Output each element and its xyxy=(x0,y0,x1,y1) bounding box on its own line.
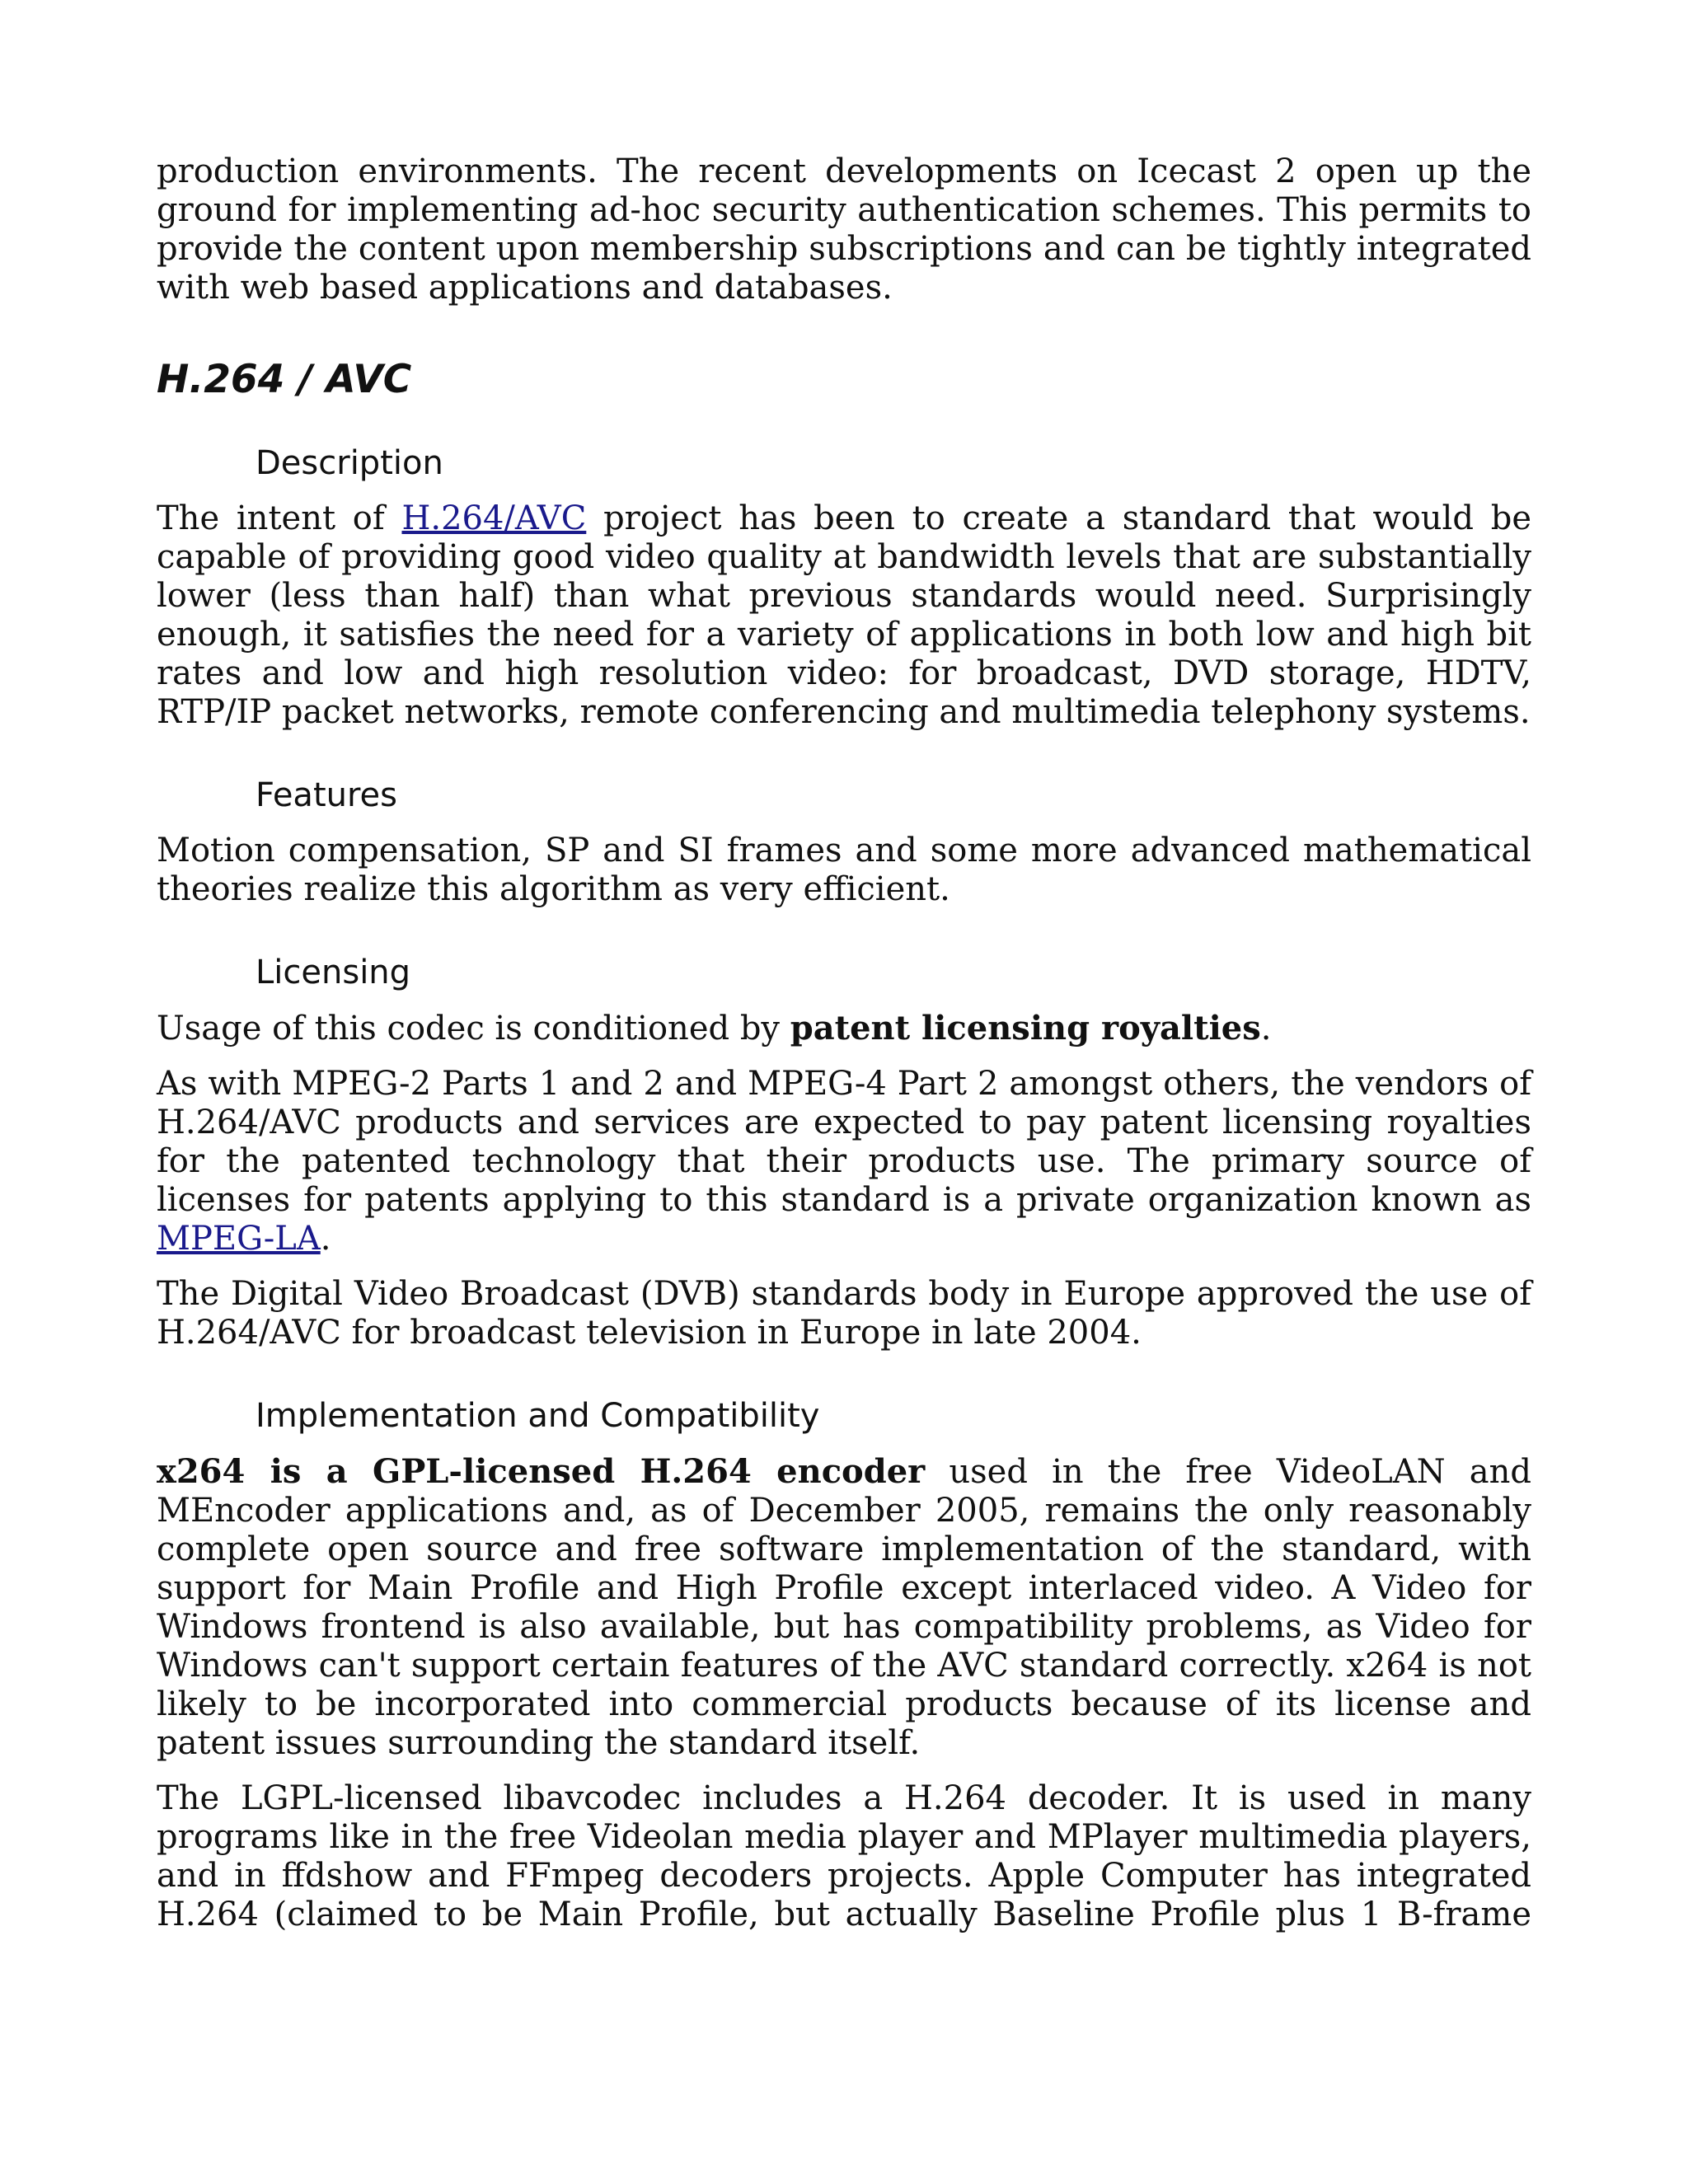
document-page xyxy=(157,152,1531,1934)
licensing-royalties-bold: patent licensing royalties xyxy=(790,1009,1261,1047)
description-heading: Description xyxy=(256,444,443,482)
licensing-paragraph-2 xyxy=(157,1065,1531,1258)
features-heading: Features xyxy=(256,776,397,814)
licensing-paragraph-1 xyxy=(157,1009,1531,1048)
description-text-end: project has been to create a standard that would be capable of providing good video quality at bandwidth levels that are substantially lower (less than half) than what previous standards would need. Surprisingly enough, it satisfies the need for a variety of applications in both low and high bit rates and low and high resolution video: for broadcast, DVD storage, HDTV, RTP/IP packet networks, remote conferencing and multimedia telephony systems. xyxy=(157,499,1532,731)
mpeg-la-link[interactable]: MPEG-LA xyxy=(157,1220,321,1258)
licensing-p1-start: Usage of this codec is conditioned by xyxy=(157,1010,790,1047)
licensing-p1-end: . xyxy=(1260,1010,1272,1047)
x264-bold: x264 is a GPL-licensed H.264 encoder xyxy=(157,1452,926,1491)
h264-avc-link[interactable]: H.264/AVC xyxy=(401,499,587,537)
licensing-p2-end: . xyxy=(320,1220,331,1258)
description-paragraph xyxy=(157,499,1531,732)
implementation-heading: Implementation and Compatibility xyxy=(256,1397,820,1435)
implementation-p1-rest: used in the free VideoLAN and MEncoder applications and, as of December 2005, remains the only reasonably complete open source and free software implementation of the standard, with support for Main Profile and High Profile except interlaced video. A Video for Windows frontend is also available, but has compatibility problems, as Video for Windows can't support certain features of the AVC standard correctly. x264 is not likely to be incorporated into commercial products because of its license and patent issues surrounding the standard itself. xyxy=(157,1453,1531,1762)
description-text-start: The intent of xyxy=(157,499,402,537)
licensing-p2-start: As with MPEG-2 Parts 1 and 2 and MPEG-4 Part 2 amongst others, the vendors of H.264/AVC products and services are expected to pay patent licensing royalties for the patented technology that their products use. The primary source of licenses for patents applying to this standard is a private organization known as xyxy=(157,1065,1531,1219)
licensing-heading: Licensing xyxy=(256,954,411,991)
licensing-paragraph-3: The Digital Video Broadcast (DVB) standards body in Europe approved the use of H.264/AVC for broadcast television in Europe in late 2004. xyxy=(157,1275,1531,1352)
intro-paragraph: production environments. The recent developments on Icecast 2 open up the ground for implementing ad-hoc security authentication schemes. This permits to provide the content upon membership subscriptions and can be tightly integrated with web based applications and databases. xyxy=(157,152,1531,307)
section-title: H.264 / AVC xyxy=(157,357,412,402)
implementation-paragraph-2: The LGPL-licensed libavcodec includes a H.264 decoder. It is used in many programs like in the free Videolan media player and MPlayer multimedia players, and in ffdshow and FFmpeg decoders projects. Apple Computer has integrated H.264 (claimed to be Main Profile, but actually Baseline Profile plus 1 B-frame xyxy=(157,1779,1531,1933)
features-paragraph: Motion compensation, SP and SI frames and some more advanced mathematical theories realize this algorithm as very efficient. xyxy=(157,832,1531,908)
implementation-paragraph-1 xyxy=(157,1452,1531,1763)
